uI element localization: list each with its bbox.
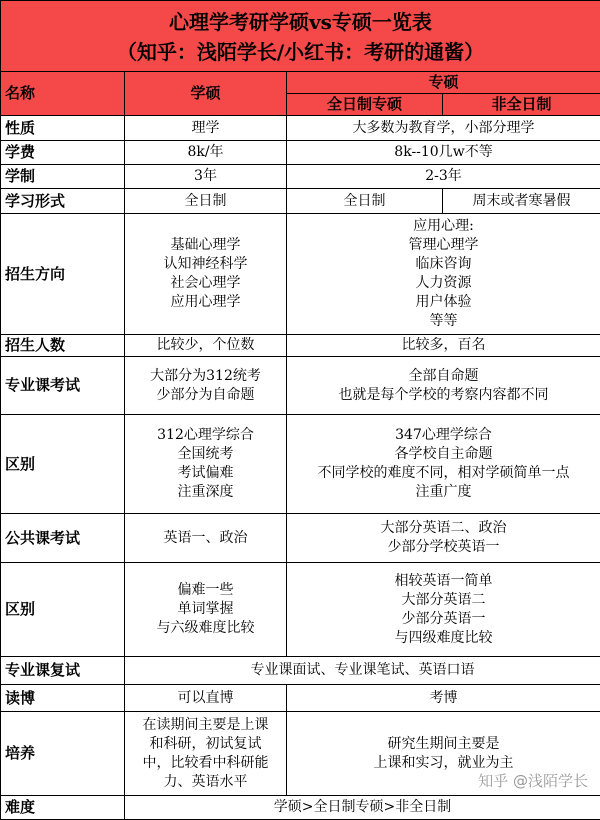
- cell-line: 少部分英语一: [291, 610, 596, 629]
- shared-cell: 学硕>全日制专硕>非全日制: [125, 796, 600, 820]
- watermark: 知乎 @浅陌学长: [478, 770, 588, 791]
- professional-cell: [287, 214, 600, 335]
- cell-line: 中，比较看中科研能: [129, 754, 282, 773]
- academic-cell: [125, 415, 287, 514]
- cell-line: 基础心理学: [129, 236, 282, 255]
- academic-cell: [125, 563, 287, 657]
- cell-line: 社会心理学: [129, 274, 282, 293]
- row-diff2: [1, 563, 600, 657]
- cell-line: 在读期间主要是上课: [129, 716, 282, 735]
- cell-line: 注重广度: [291, 483, 596, 502]
- row-label: 区别: [1, 415, 125, 514]
- professional-cell: 8k--10几w不等: [287, 141, 600, 165]
- cell-line: 312心理学综合: [129, 426, 282, 445]
- cell-line: 管理心理学: [291, 236, 596, 255]
- row-phd: [1, 685, 600, 712]
- row-label: 难度: [1, 796, 125, 820]
- row-retest: [1, 657, 600, 685]
- cell-line: 力、英语水平: [129, 773, 282, 792]
- cell-line: 全国统考: [129, 445, 282, 464]
- title-line-1: 心理学考研学硕vs专硕一览表: [1, 7, 600, 37]
- cell-line: 认知神经科学: [129, 255, 282, 274]
- cell-line: 临床咨询: [291, 255, 596, 274]
- row-label: 学制: [1, 165, 125, 189]
- title-row: [1, 1, 600, 72]
- cell-line: 单词掌握: [129, 600, 282, 619]
- professional-cell: 2-3年: [287, 165, 600, 189]
- row-major-exam: [1, 357, 600, 415]
- cell-line: 相较英语一简单: [291, 572, 596, 591]
- cell-line: 应用心理:: [291, 217, 596, 236]
- cell-line: 用户体验: [291, 293, 596, 312]
- academic-cell: [125, 712, 287, 796]
- row-label: 读博: [1, 685, 125, 712]
- cell-line: 大部分英语二: [291, 591, 596, 610]
- row-direction: [1, 214, 600, 335]
- academic-cell: 理学: [125, 116, 287, 141]
- row-mode: [1, 189, 600, 214]
- academic-cell: [125, 357, 287, 415]
- header-professional: 专硕: [287, 72, 600, 94]
- row-label: 性质: [1, 116, 125, 141]
- shared-cell: 专业课面试、专业课笔试、英语口语: [125, 657, 600, 685]
- cell-line: 也就是每个学校的考察内容都不同: [291, 386, 596, 405]
- header-row: [1, 72, 600, 94]
- cell-line: 347心理学综合: [291, 426, 596, 445]
- cell-line: 少部分为自命题: [129, 386, 282, 405]
- header-fulltime: 全日制专硕: [287, 94, 443, 116]
- cell-line: 各学校自主命题: [291, 445, 596, 464]
- academic-cell: [125, 214, 287, 335]
- cell-line: 研究生期间主要是: [291, 735, 596, 754]
- row-label: 学费: [1, 141, 125, 165]
- fulltime-cell: 全日制: [287, 189, 443, 214]
- cell-line: 和科研，初试复试: [129, 735, 282, 754]
- professional-cell: 考博: [287, 685, 600, 712]
- title-line-2: （知乎：浅陌学长/小红书：考研的通酱）: [1, 37, 600, 67]
- row-tuition: [1, 141, 600, 165]
- cell-line: 不同学校的难度不同，相对学硕简单一点: [291, 464, 596, 483]
- academic-cell: 可以直博: [125, 685, 287, 712]
- header-academic: 学硕: [125, 72, 287, 116]
- professional-cell: [287, 514, 600, 563]
- row-label: 区别: [1, 563, 125, 657]
- cell-line: 人力资源: [291, 274, 596, 293]
- row-label: 专业课考试: [1, 357, 125, 415]
- cell-line: 与四级难度比较: [291, 629, 596, 648]
- professional-cell: [287, 563, 600, 657]
- cell-line: 注重深度: [129, 483, 282, 502]
- header-name: 名称: [1, 72, 125, 116]
- academic-cell: 全日制: [125, 189, 287, 214]
- academic-cell: 英语一、政治: [125, 514, 287, 563]
- table-title: [1, 1, 600, 72]
- row-label: 专业课复试: [1, 657, 125, 685]
- cell-line: 应用心理学: [129, 293, 282, 312]
- parttime-cell: 周末或者寒暑假: [443, 189, 600, 214]
- professional-cell: [287, 415, 600, 514]
- cell-line: 与六级难度比较: [129, 619, 282, 638]
- cell-line: 少部分学校英语一: [291, 538, 596, 557]
- academic-cell: 比较少，个位数: [125, 335, 287, 357]
- cell-line: 上课和实习，就业为主: [291, 754, 596, 773]
- cell-line: 偏难一些: [129, 581, 282, 600]
- header-parttime: 非全日制: [443, 94, 600, 116]
- row-label: 培养: [1, 712, 125, 796]
- row-diff1: [1, 415, 600, 514]
- cell-line: 等等: [291, 312, 596, 331]
- row-label: 学习形式: [1, 189, 125, 214]
- academic-cell: 8k/年: [125, 141, 287, 165]
- row-difficulty: [1, 796, 600, 820]
- row-duration: [1, 165, 600, 189]
- row-label: 招生人数: [1, 335, 125, 357]
- cell-line: 大部分英语二、政治: [291, 519, 596, 538]
- cell-line: 大部分为312统考: [129, 367, 282, 386]
- row-label: 公共课考试: [1, 514, 125, 563]
- row-label: 招生方向: [1, 214, 125, 335]
- professional-cell: 大多数为教育学，小部分理学: [287, 116, 600, 141]
- row-public-exam: [1, 514, 600, 563]
- professional-cell: [287, 357, 600, 415]
- row-enroll: [1, 335, 600, 357]
- cell-line: 考试偏难: [129, 464, 282, 483]
- cell-line: 全部自命题: [291, 367, 596, 386]
- academic-cell: 3年: [125, 165, 287, 189]
- row-nature: [1, 116, 600, 141]
- professional-cell: 比较多，百名: [287, 335, 600, 357]
